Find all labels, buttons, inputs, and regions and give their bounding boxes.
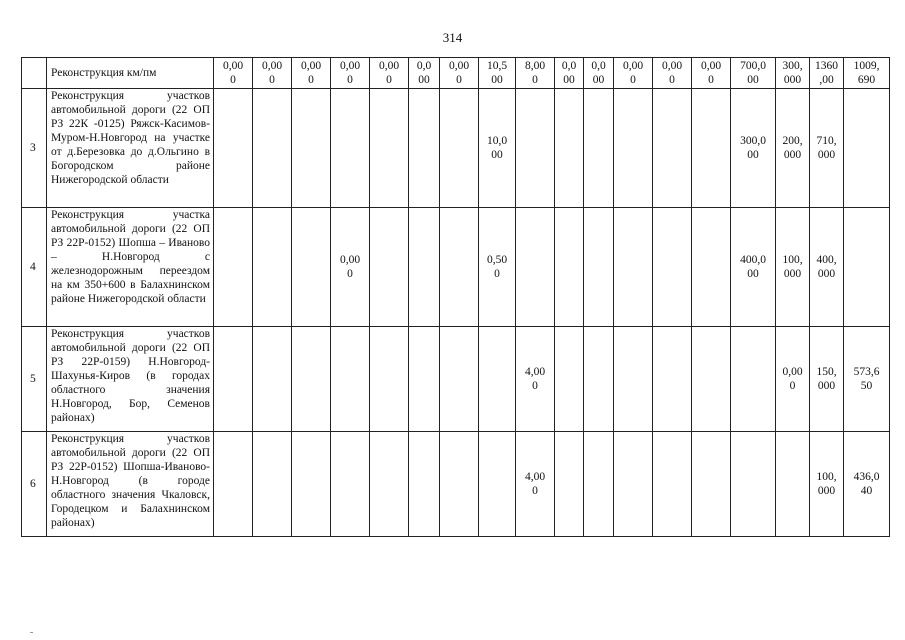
value-cell	[653, 89, 692, 208]
value-cell	[692, 208, 731, 327]
value-cell	[731, 327, 776, 432]
row-number	[22, 58, 47, 89]
value-cell	[253, 432, 292, 537]
value-cell	[331, 89, 370, 208]
value-cell	[440, 327, 479, 432]
value-cell: 0,00 0	[370, 58, 409, 89]
value-cell	[253, 89, 292, 208]
value-cell: 0,00 0	[776, 327, 810, 432]
value-cell	[555, 89, 584, 208]
value-cell	[370, 89, 409, 208]
value-cell	[844, 208, 890, 327]
row-description: Реконструкция участков автомобильной дороги (22 ОП РЗ 22Р-0159) Н.Новгород-Шахунья-Киров (в городах областного значения Н.Новгород, Бор, Семенов районах)	[47, 327, 214, 432]
value-cell	[479, 432, 516, 537]
value-cell: 700,0 00	[731, 58, 776, 89]
value-cell: 300, 000	[776, 58, 810, 89]
value-cell	[292, 327, 331, 432]
value-cell	[614, 432, 653, 537]
value-cell: 0,00 0	[653, 58, 692, 89]
value-cell: 0,0 00	[584, 58, 614, 89]
table-row	[22, 208, 890, 327]
data-table	[21, 57, 890, 537]
value-cell	[214, 208, 253, 327]
value-cell	[555, 432, 584, 537]
value-cell: 0,00 0	[331, 208, 370, 327]
value-cell	[516, 89, 555, 208]
value-cell	[214, 432, 253, 537]
value-cell	[692, 89, 731, 208]
value-cell: 0,00 0	[331, 58, 370, 89]
value-cell: 4,00 0	[516, 327, 555, 432]
value-cell: 0,00 0	[253, 58, 292, 89]
value-cell	[409, 327, 440, 432]
value-cell	[370, 327, 409, 432]
value-cell	[584, 208, 614, 327]
value-cell: 1009, 690	[844, 58, 890, 89]
value-cell: 8,00 0	[516, 58, 555, 89]
value-cell: 0,50 0	[479, 208, 516, 327]
value-cell	[653, 432, 692, 537]
value-cell	[584, 89, 614, 208]
value-cell	[440, 89, 479, 208]
value-cell: 400,0 00	[731, 208, 776, 327]
scan-mark	[30, 632, 33, 633]
value-cell: 0,00 0	[440, 58, 479, 89]
value-cell: 0,0 00	[555, 58, 584, 89]
value-cell	[653, 208, 692, 327]
value-cell	[409, 208, 440, 327]
row-number: 6	[22, 432, 47, 537]
value-cell: 10,5 00	[479, 58, 516, 89]
value-cell: 573,6 50	[844, 327, 890, 432]
value-cell	[370, 208, 409, 327]
page-number: 314	[442, 30, 463, 45]
table-row	[22, 327, 890, 432]
value-cell: 710, 000	[810, 89, 844, 208]
value-cell	[844, 89, 890, 208]
row-description: Реконструкция участков автомобильной дороги (22 ОП РЗ 22К -0125) Ряжск-Касимов-Муром-Н.Новгород на участке от д.Березовка до д.Ольгино в Богородском районе Нижегородской области	[47, 89, 214, 208]
value-cell: 0,00 0	[614, 58, 653, 89]
value-cell	[292, 89, 331, 208]
value-cell: 400, 000	[810, 208, 844, 327]
row-description: Реконструкция км/пм	[47, 58, 214, 89]
value-cell: 200, 000	[776, 89, 810, 208]
value-cell	[692, 432, 731, 537]
value-cell	[479, 327, 516, 432]
value-cell: 0,00 0	[292, 58, 331, 89]
value-cell: 0,00 0	[214, 58, 253, 89]
value-cell: 10,0 00	[479, 89, 516, 208]
value-cell: 4,00 0	[516, 432, 555, 537]
value-cell	[331, 327, 370, 432]
value-cell: 436,0 40	[844, 432, 890, 537]
value-cell	[253, 327, 292, 432]
value-cell: 100, 000	[776, 208, 810, 327]
value-cell	[214, 89, 253, 208]
value-cell	[292, 208, 331, 327]
row-number: 4	[22, 208, 47, 327]
value-cell	[555, 208, 584, 327]
table-row	[22, 89, 890, 208]
value-cell	[614, 327, 653, 432]
table-row	[22, 432, 890, 537]
value-cell	[776, 432, 810, 537]
value-cell	[555, 327, 584, 432]
value-cell	[409, 89, 440, 208]
value-cell: 1360 ,00	[810, 58, 844, 89]
row-number: 5	[22, 327, 47, 432]
table-header-row	[22, 58, 890, 89]
value-cell: 100, 000	[810, 432, 844, 537]
value-cell	[584, 327, 614, 432]
value-cell	[653, 327, 692, 432]
row-description: Реконструкция участков автомобильной дороги (22 ОП РЗ 22Р-0152) Шопша-Иваново-Н.Новгород (в городе областного значения Чкаловск, Городецком и Балахнинском районах)	[47, 432, 214, 537]
value-cell: 0,00 0	[692, 58, 731, 89]
value-cell	[370, 432, 409, 537]
value-cell	[731, 432, 776, 537]
value-cell: 150, 000	[810, 327, 844, 432]
value-cell: 0,0 00	[409, 58, 440, 89]
value-cell	[440, 208, 479, 327]
value-cell	[614, 208, 653, 327]
row-number: 3	[22, 89, 47, 208]
value-cell	[292, 432, 331, 537]
value-cell	[253, 208, 292, 327]
value-cell	[409, 432, 440, 537]
row-description: Реконструкция участка автомобильной дороги (22 ОП РЗ 22Р-0152) Шопша – Иваново – Н.Новгород с железнодорожным переездом на км 350+600 в Балахнинском районе Нижегородской области	[47, 208, 214, 327]
value-cell	[440, 432, 479, 537]
value-cell	[584, 432, 614, 537]
value-cell	[516, 208, 555, 327]
value-cell	[692, 327, 731, 432]
value-cell	[331, 432, 370, 537]
value-cell	[214, 327, 253, 432]
value-cell	[614, 89, 653, 208]
value-cell: 300,0 00	[731, 89, 776, 208]
